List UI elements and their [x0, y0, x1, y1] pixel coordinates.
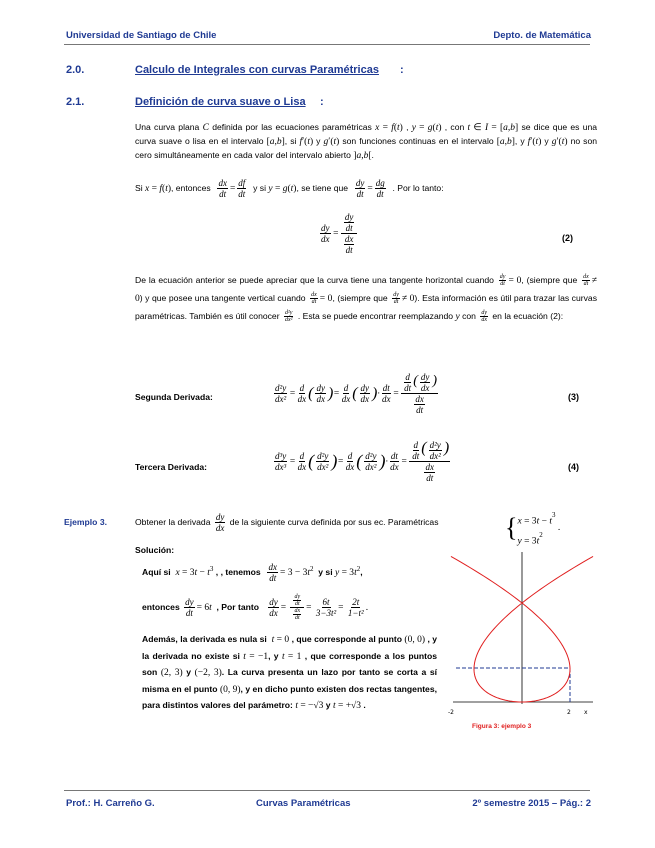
section-2-1-number: 2.1. [66, 96, 85, 108]
solution-label: Solución: [135, 545, 175, 555]
svg-text:-2: -2 [448, 709, 454, 716]
solution-line-2: entonces $\frac{dy}{dt}$ = 6t , Por tanto $\frac{dy}{dx}$ = $\frac{\frac{dy}{dt}}{\frac{dx}{dt}}$ = $\frac{6t}{\text{3−3t²}}$ = $\frac{2t}{\text{1−t²}}$ . [142, 594, 369, 621]
parametric-system: { $x = 3t - t^3$ $y = 3t^2$ . [505, 511, 561, 547]
definition-paragraph: Una curva plana C definida por las ecuaciones paramétricas x = f(t) , y = g(t) , con t ∈ I = [a,b] se dice que es una curva suave o lisa en el intervalo [a,b], si f′(t) y g′(t) son funciones continuas en el intervalo [a,b], y f′(t) y g′(t) no son cero simultáneamente en cada valor del intervalo abierto ]a,b[. [135, 122, 598, 161]
equation-2-number: (2) [562, 233, 573, 243]
equation-3: $\frac{\text{d²y}}{\text{dx²}}$ = $\frac{d}{dx}$ ( $\frac{dy}{dx}$ ) = $\frac{d}{dx}$ ( $\frac{dy}{dx}$ ) · $\frac{dt}{dx}$ = $\frac{d}{dt}$ ( $\frac{dy}{dx}$ ) $\frac{dx}{dt}$ [275, 372, 438, 415]
section-2-0-title: Calculo de Integrales con curvas Paramétricas [135, 64, 379, 76]
header-left: Universidad de Santiago de Chile [66, 30, 217, 41]
header-rule [64, 44, 590, 45]
figure-parametric-curve [448, 552, 598, 724]
equation-4-number: (4) [568, 462, 579, 472]
footer-rule [64, 790, 590, 791]
example-3-label: Ejemplo 3. [64, 517, 107, 527]
equation-4: $\frac{\text{d³y}}{\text{dx³}}$ = $\frac{d}{dx}$ ( $\frac{\text{d²y}}{\text{dx²}}$ ) = $\frac{d}{dx}$ ( $\frac{\text{d²y}}{\text{dx²}}$ ) · $\frac{dt}{dx}$ = $\frac{d}{dt}$ ( $\frac{\text{d²y}}{\text{dx²}}$ ) $\frac{dx}{dt}$ [275, 439, 450, 483]
footer-right: 2º semestre 2015 – Pág.: 2 [472, 798, 591, 809]
footer-center: Curvas Paramétricas [256, 798, 351, 809]
header-right: Depto. de Matemática [493, 30, 591, 41]
equation-2: $\frac{dy}{dx}$ = $\frac{\frac{dy}{dt}}{\frac{dx}{dt}}$ [318, 212, 359, 255]
figure-caption: Figura 3: ejemplo 3 [472, 723, 532, 730]
solution-analysis: Además, la derivada es nula si t = 0 , que corresponde al punto (0, 0) , y la derivada no existe si t = −1, y t = 1 , que corresponde a los puntos son (2, 3) y (−2, 3). La curva presenta un lazo por tanto se corta a sí misma en el punto (0, 9), y en dicho punto existen dos rectas tangentes, para distintos valores del parámetro: t = −√3 y t = +√3 . [142, 634, 438, 711]
svg-text:x: x [584, 709, 588, 716]
equation-3-number: (3) [568, 392, 579, 402]
solution-line-1: Aquí si $x = 3t - t^3$ , , tenemos $\frac{dx}{dt}$ = $3 - 3t^2$ y si $y = 3t^2$, [142, 562, 363, 583]
third-derivative-label: Tercera Derivada: [135, 462, 207, 472]
svg-text:2: 2 [567, 709, 571, 716]
section-2-0-number: 2.0. [66, 64, 85, 76]
second-derivative-label: Segunda Derivada: [135, 392, 213, 402]
derivative-paragraph: Si x = f(t), entonces $\frac{dx}{dt}$ = $\frac{df}{dt}$ y si y = g(t), se tiene que $\frac{dy}{dt}$ = $\frac{dg}{dt}$ . Por lo tanto: [135, 178, 444, 199]
tangent-paragraph: De la ecuación anterior se puede apreciar que la curva tiene una tangente horizontal cuando $\frac{dy}{dt}$ = 0, (siempre que $\frac{dx}{dt}$ ≠ 0) y que posee una tangente vertical cuando $\frac{dx}{dt}$ = 0, (siempre que $\frac{dy}{dt}$ ≠ 0). Esta información es útil para trazar las curvas paramétricas. También es útil conocer $\frac{\text{d²y}}{\text{dx²}}$ . Esta se puede encontrar reemplazando y con $\frac{dy}{dx}$ en la ecuación (2): [135, 274, 597, 324]
footer-left: Prof.: H. Carreño G. [66, 798, 155, 809]
example-3-statement: Obtener la derivada $\frac{dy}{dx}$ de la siguiente curva definida por sus ec. Paramétricas [135, 512, 439, 533]
section-2-1-title: Definición de curva suave o Lisa [135, 96, 306, 108]
